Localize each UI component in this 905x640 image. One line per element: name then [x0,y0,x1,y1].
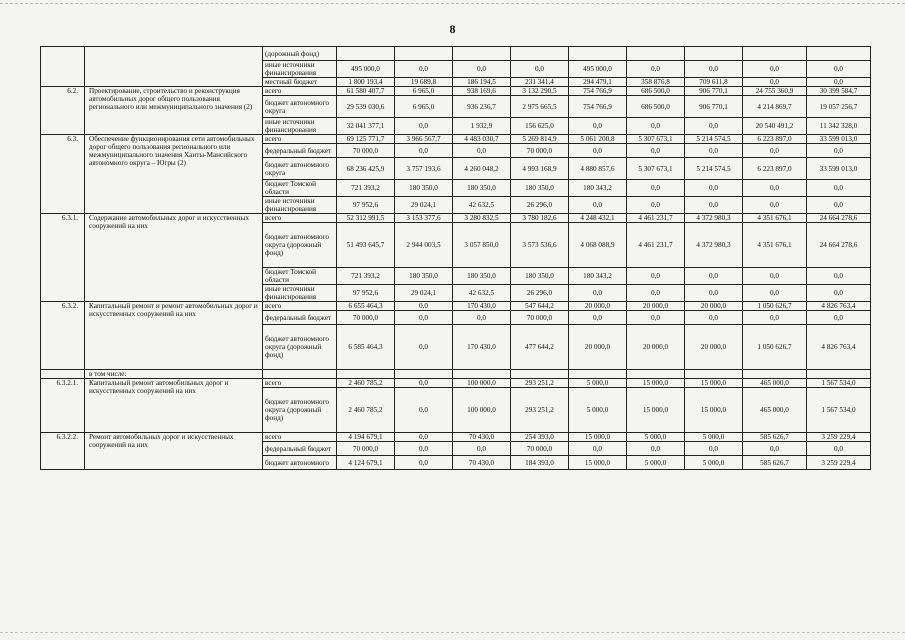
value-cell: 0,0 [395,456,453,470]
value-cell: 495 000,0 [569,61,627,78]
value-cell: 4 194 679,1 [337,433,395,442]
value-cell: 20 000,0 [685,325,743,370]
value-cell: 42 632,5 [453,197,511,214]
row-code: 6.3. [41,135,85,214]
funding-source: местный бюджет [263,78,337,87]
value-cell [395,370,453,379]
value-cell: 24 755 360,9 [743,87,807,96]
value-cell: 70 430,0 [453,456,511,470]
value-cell: 754 766,9 [569,87,627,96]
budget-table-container [40,46,870,470]
row-title: в том числе: [85,370,263,379]
funding-source: всего [263,379,337,388]
table-row [41,302,871,311]
value-cell: 4 351 676,1 [743,214,807,223]
value-cell: 495 000,0 [337,61,395,78]
value-cell [807,370,871,379]
value-cell: 0,0 [453,144,511,158]
value-cell: 97 952,6 [337,197,395,214]
funding-source: иные источники финансирования [263,197,337,214]
value-cell: 0,0 [627,197,685,214]
value-cell: 5 307 673,1 [627,135,685,144]
table-row [41,87,871,96]
value-cell: 4 068 088,9 [569,223,627,268]
value-cell: 4 372 980,3 [685,223,743,268]
value-cell: 70 000,0 [511,144,569,158]
value-cell: 0,0 [807,268,871,285]
value-cell: 5 269 814,9 [511,135,569,144]
row-title: Ремонт автомобильных дорог и искусственных сооружений на них [85,433,263,470]
value-cell: 0,0 [627,144,685,158]
value-cell: 0,0 [627,180,685,197]
value-cell: 20 000,0 [685,302,743,311]
funding-source: всего [263,214,337,223]
value-cell: 6 965,0 [395,96,453,118]
value-cell: 231 341,4 [511,78,569,87]
value-cell: 0,0 [743,268,807,285]
value-cell: 294 479,1 [569,78,627,87]
value-cell: 180 350,0 [511,180,569,197]
funding-source: (дорожный фонд) [263,47,337,61]
value-cell: 4 461 231,7 [627,223,685,268]
funding-source: бюджет автономного округа (дорожный фонд) [263,388,337,433]
scan-edge-bottom [0,632,905,634]
value-cell [685,47,743,61]
value-cell: 5 214 574,5 [685,158,743,180]
scan-edge-top [0,3,905,5]
value-cell [337,370,395,379]
value-cell: 3 573 536,6 [511,223,569,268]
value-cell: 15 000,0 [569,433,627,442]
value-cell: 0,0 [627,118,685,135]
value-cell: 4 372 980,3 [685,214,743,223]
value-cell: 0,0 [807,61,871,78]
value-cell: 3 757 193,6 [395,158,453,180]
row-code: 6.2. [41,87,85,135]
funding-source: бюджет Томской области [263,268,337,285]
value-cell: 0,0 [807,311,871,325]
value-cell: 69 125 771,7 [337,135,395,144]
table-row [41,135,871,144]
row-code [41,47,85,87]
value-cell: 465 000,0 [743,379,807,388]
value-cell [453,370,511,379]
value-cell [453,47,511,61]
value-cell: 477 644,2 [511,325,569,370]
value-cell: 0,0 [627,61,685,78]
funding-source: всего [263,302,337,311]
value-cell: 0,0 [569,442,627,456]
value-cell: 2 460 785,2 [337,379,395,388]
value-cell: 61 580 407,7 [337,87,395,96]
value-cell: 0,0 [395,118,453,135]
value-cell [569,370,627,379]
value-cell: 42 632,5 [453,285,511,302]
value-cell: 3 259 229,4 [807,456,871,470]
value-cell: 936 236,7 [453,96,511,118]
page-number: 8 [449,22,456,36]
value-cell: 686 500,0 [627,96,685,118]
value-cell [395,47,453,61]
value-cell: 15 000,0 [627,388,685,433]
table-row [41,370,871,379]
value-cell: 0,0 [743,311,807,325]
value-cell: 4 826 763,4 [807,302,871,311]
value-cell: 5 000,0 [685,456,743,470]
value-cell: 0,0 [453,311,511,325]
value-cell [627,47,685,61]
row-title: Проектирование, строительство и реконструкция автомобильных дорог общего пользования регионального или межмуниципального значения (2) [85,87,263,135]
value-cell: 70 000,0 [337,144,395,158]
value-cell: 0,0 [453,442,511,456]
value-cell [743,47,807,61]
value-cell: 0,0 [685,442,743,456]
value-cell: 15 000,0 [685,379,743,388]
value-cell: 0,0 [569,285,627,302]
value-cell: 4 124 679,1 [337,456,395,470]
value-cell: 0,0 [569,311,627,325]
value-cell: 97 952,6 [337,285,395,302]
value-cell: 0,0 [807,285,871,302]
value-cell: 0,0 [743,144,807,158]
value-cell: 170 430,0 [453,302,511,311]
funding-source: бюджет автономного [263,456,337,470]
value-cell: 709 611,8 [685,78,743,87]
value-cell: 6 223 897,0 [743,135,807,144]
table-row [41,214,871,223]
value-cell: 0,0 [743,180,807,197]
value-cell: 2 460 785,2 [337,388,395,433]
value-cell: 180 350,0 [453,268,511,285]
value-cell: 906 770,1 [685,87,743,96]
value-cell: 1 567 534,0 [807,388,871,433]
value-cell: 19 689,8 [395,78,453,87]
table-body [41,47,871,470]
value-cell: 0,0 [395,388,453,433]
value-cell: 0,0 [685,311,743,325]
value-cell: 29 024,1 [395,285,453,302]
value-cell: 4 880 857,6 [569,158,627,180]
value-cell: 0,0 [395,311,453,325]
value-cell: 0,0 [395,379,453,388]
value-cell: 0,0 [685,197,743,214]
value-cell: 754 766,9 [569,96,627,118]
value-cell: 1 932,9 [453,118,511,135]
value-cell: 547 644,2 [511,302,569,311]
value-cell: 156 625,0 [511,118,569,135]
row-code: 6.3.2. [41,302,85,370]
table-row [41,47,871,61]
value-cell: 0,0 [569,118,627,135]
value-cell: 5 061 200,8 [569,135,627,144]
row-title: Капитальный ремонт и ремонт автомобильных дорог и искусственных сооружений на них [85,302,263,370]
value-cell: 1 800 193,4 [337,78,395,87]
value-cell: 26 296,0 [511,285,569,302]
value-cell: 70 000,0 [337,442,395,456]
value-cell [685,370,743,379]
value-cell [807,47,871,61]
value-cell: 0,0 [685,268,743,285]
value-cell: 6 585 464,3 [337,325,395,370]
value-cell: 0,0 [807,442,871,456]
value-cell: 0,0 [569,144,627,158]
value-cell: 4 483 030,7 [453,135,511,144]
value-cell: 24 664 278,6 [807,223,871,268]
row-title [85,47,263,87]
value-cell: 20 540 491,2 [743,118,807,135]
value-cell: 186 194,5 [453,78,511,87]
value-cell: 51 493 645,7 [337,223,395,268]
value-cell: 0,0 [395,144,453,158]
value-cell: 4 993 168,9 [511,158,569,180]
value-cell: 100 000,0 [453,388,511,433]
value-cell: 3 259 229,4 [807,433,871,442]
funding-source: федеральный бюджет [263,311,337,325]
row-title: Обеспечение функционирования сети автомобильных дорог общего пользования регионального или межмуниципального значения Ханты-Мансийского автономного округа – Югры (2) [85,135,263,214]
value-cell: 11 342 328,0 [807,118,871,135]
value-cell: 0,0 [395,61,453,78]
value-cell: 254 393,0 [511,433,569,442]
value-cell: 0,0 [807,144,871,158]
row-code: 6.3.2.2. [41,433,85,470]
funding-source: всего [263,135,337,144]
funding-source: бюджет автономного округа [263,158,337,180]
row-title: Капитальный ремонт автомобильных дорог и искусственных сооружений на них [85,379,263,433]
value-cell: 686 500,0 [627,87,685,96]
value-cell: 33 599 013,0 [807,158,871,180]
row-code: 6.3.1. [41,214,85,302]
value-cell [511,370,569,379]
value-cell: 6 223 897,0 [743,158,807,180]
value-cell: 100 000,0 [453,379,511,388]
funding-source: бюджет автономного округа (дорожный фонд) [263,223,337,268]
value-cell [627,370,685,379]
value-cell: 15 000,0 [569,456,627,470]
value-cell: 19 057 256,7 [807,96,871,118]
funding-source: бюджет автономного округа [263,96,337,118]
value-cell: 2 944 003,5 [395,223,453,268]
value-cell: 0,0 [743,285,807,302]
value-cell: 170 430,0 [453,325,511,370]
value-cell [337,47,395,61]
value-cell: 1 567 534,0 [807,379,871,388]
value-cell: 6 655 464,3 [337,302,395,311]
value-cell: 15 000,0 [627,379,685,388]
value-cell: 0,0 [627,311,685,325]
value-cell: 0,0 [743,78,807,87]
value-cell: 293 251,2 [511,388,569,433]
value-cell: 0,0 [685,61,743,78]
value-cell: 721 393,2 [337,180,395,197]
value-cell: 180 350,0 [395,180,453,197]
value-cell: 5 000,0 [569,388,627,433]
value-cell: 2 975 665,5 [511,96,569,118]
value-cell: 30 399 584,7 [807,87,871,96]
value-cell: 3 153 377,6 [395,214,453,223]
budget-table [40,46,871,470]
table-row [41,379,871,388]
table-row [41,433,871,442]
value-cell [511,47,569,61]
funding-source [263,370,337,379]
value-cell: 0,0 [807,197,871,214]
value-cell: 24 664 278,6 [807,214,871,223]
value-cell: 20 000,0 [569,325,627,370]
value-cell: 0,0 [511,61,569,78]
value-cell: 0,0 [453,61,511,78]
value-cell: 3 780 182,6 [511,214,569,223]
value-cell: 70 000,0 [511,311,569,325]
value-cell: 52 312 991,5 [337,214,395,223]
value-cell: 180 350,0 [453,180,511,197]
value-cell: 29 539 030,6 [337,96,395,118]
value-cell: 0,0 [627,442,685,456]
funding-source: всего [263,433,337,442]
value-cell: 3 132 290,5 [511,87,569,96]
value-cell: 180 350,0 [395,268,453,285]
value-cell: 0,0 [569,197,627,214]
value-cell: 585 626,7 [743,456,807,470]
value-cell: 5 307 673,1 [627,158,685,180]
value-cell: 358 876,8 [627,78,685,87]
value-cell: 3 966 567,7 [395,135,453,144]
value-cell: 585 626,7 [743,433,807,442]
value-cell: 32 041 377,1 [337,118,395,135]
value-cell: 33 599 013,0 [807,135,871,144]
value-cell: 3 057 850,0 [453,223,511,268]
value-cell: 293 251,2 [511,379,569,388]
value-cell: 4 248 432,1 [569,214,627,223]
value-cell: 5 000,0 [627,456,685,470]
value-cell: 180 343,2 [569,180,627,197]
value-cell: 29 024,1 [395,197,453,214]
funding-source: иные источники финансирования [263,285,337,302]
value-cell: 70 430,0 [453,433,511,442]
value-cell: 1 050 626,7 [743,302,807,311]
funding-source: иные источники финансирования [263,118,337,135]
row-code [41,370,85,379]
value-cell: 68 236 425,9 [337,158,395,180]
value-cell: 0,0 [807,78,871,87]
value-cell: 0,0 [743,61,807,78]
funding-source: бюджет Томской области [263,180,337,197]
value-cell: 0,0 [627,268,685,285]
value-cell: 4 351 676,1 [743,223,807,268]
value-cell: 0,0 [807,180,871,197]
value-cell: 5 000,0 [569,379,627,388]
funding-source: всего [263,87,337,96]
value-cell: 180 343,2 [569,268,627,285]
value-cell: 906 770,1 [685,96,743,118]
value-cell: 180 350,0 [511,268,569,285]
row-title: Содержание автомобильных дорог и искусственных сооружений на них [85,214,263,302]
funding-source: федеральный бюджет [263,144,337,158]
value-cell: 465 000,0 [743,388,807,433]
value-cell: 3 280 832,5 [453,214,511,223]
value-cell: 70 000,0 [511,442,569,456]
value-cell: 184 393,0 [511,456,569,470]
value-cell: 938 169,6 [453,87,511,96]
value-cell: 0,0 [685,118,743,135]
value-cell: 15 000,0 [685,388,743,433]
value-cell: 0,0 [685,144,743,158]
value-cell: 0,0 [395,302,453,311]
value-cell: 4 461 231,7 [627,214,685,223]
value-cell: 5 214 574,5 [685,135,743,144]
value-cell: 0,0 [743,197,807,214]
value-cell: 4 214 869,7 [743,96,807,118]
row-code: 6.3.2.1. [41,379,85,433]
value-cell: 1 050 626,7 [743,325,807,370]
value-cell [569,47,627,61]
value-cell: 0,0 [395,325,453,370]
funding-source: федеральный бюджет [263,442,337,456]
value-cell: 26 296,0 [511,197,569,214]
value-cell [743,370,807,379]
funding-source: иные источники финансирования [263,61,337,78]
value-cell: 6 965,0 [395,87,453,96]
value-cell: 4 826 763,4 [807,325,871,370]
value-cell: 0,0 [395,442,453,456]
value-cell: 20 000,0 [627,325,685,370]
value-cell: 4 260 048,2 [453,158,511,180]
value-cell: 0,0 [627,285,685,302]
value-cell: 721 393,2 [337,268,395,285]
value-cell: 20 000,0 [569,302,627,311]
value-cell: 5 000,0 [627,433,685,442]
value-cell: 70 000,0 [337,311,395,325]
value-cell: 0,0 [743,442,807,456]
value-cell: 5 000,0 [685,433,743,442]
value-cell: 0,0 [685,180,743,197]
value-cell: 20 000,0 [627,302,685,311]
funding-source: бюджет автономного округа (дорожный фонд) [263,325,337,370]
value-cell: 0,0 [685,285,743,302]
value-cell: 0,0 [395,433,453,442]
